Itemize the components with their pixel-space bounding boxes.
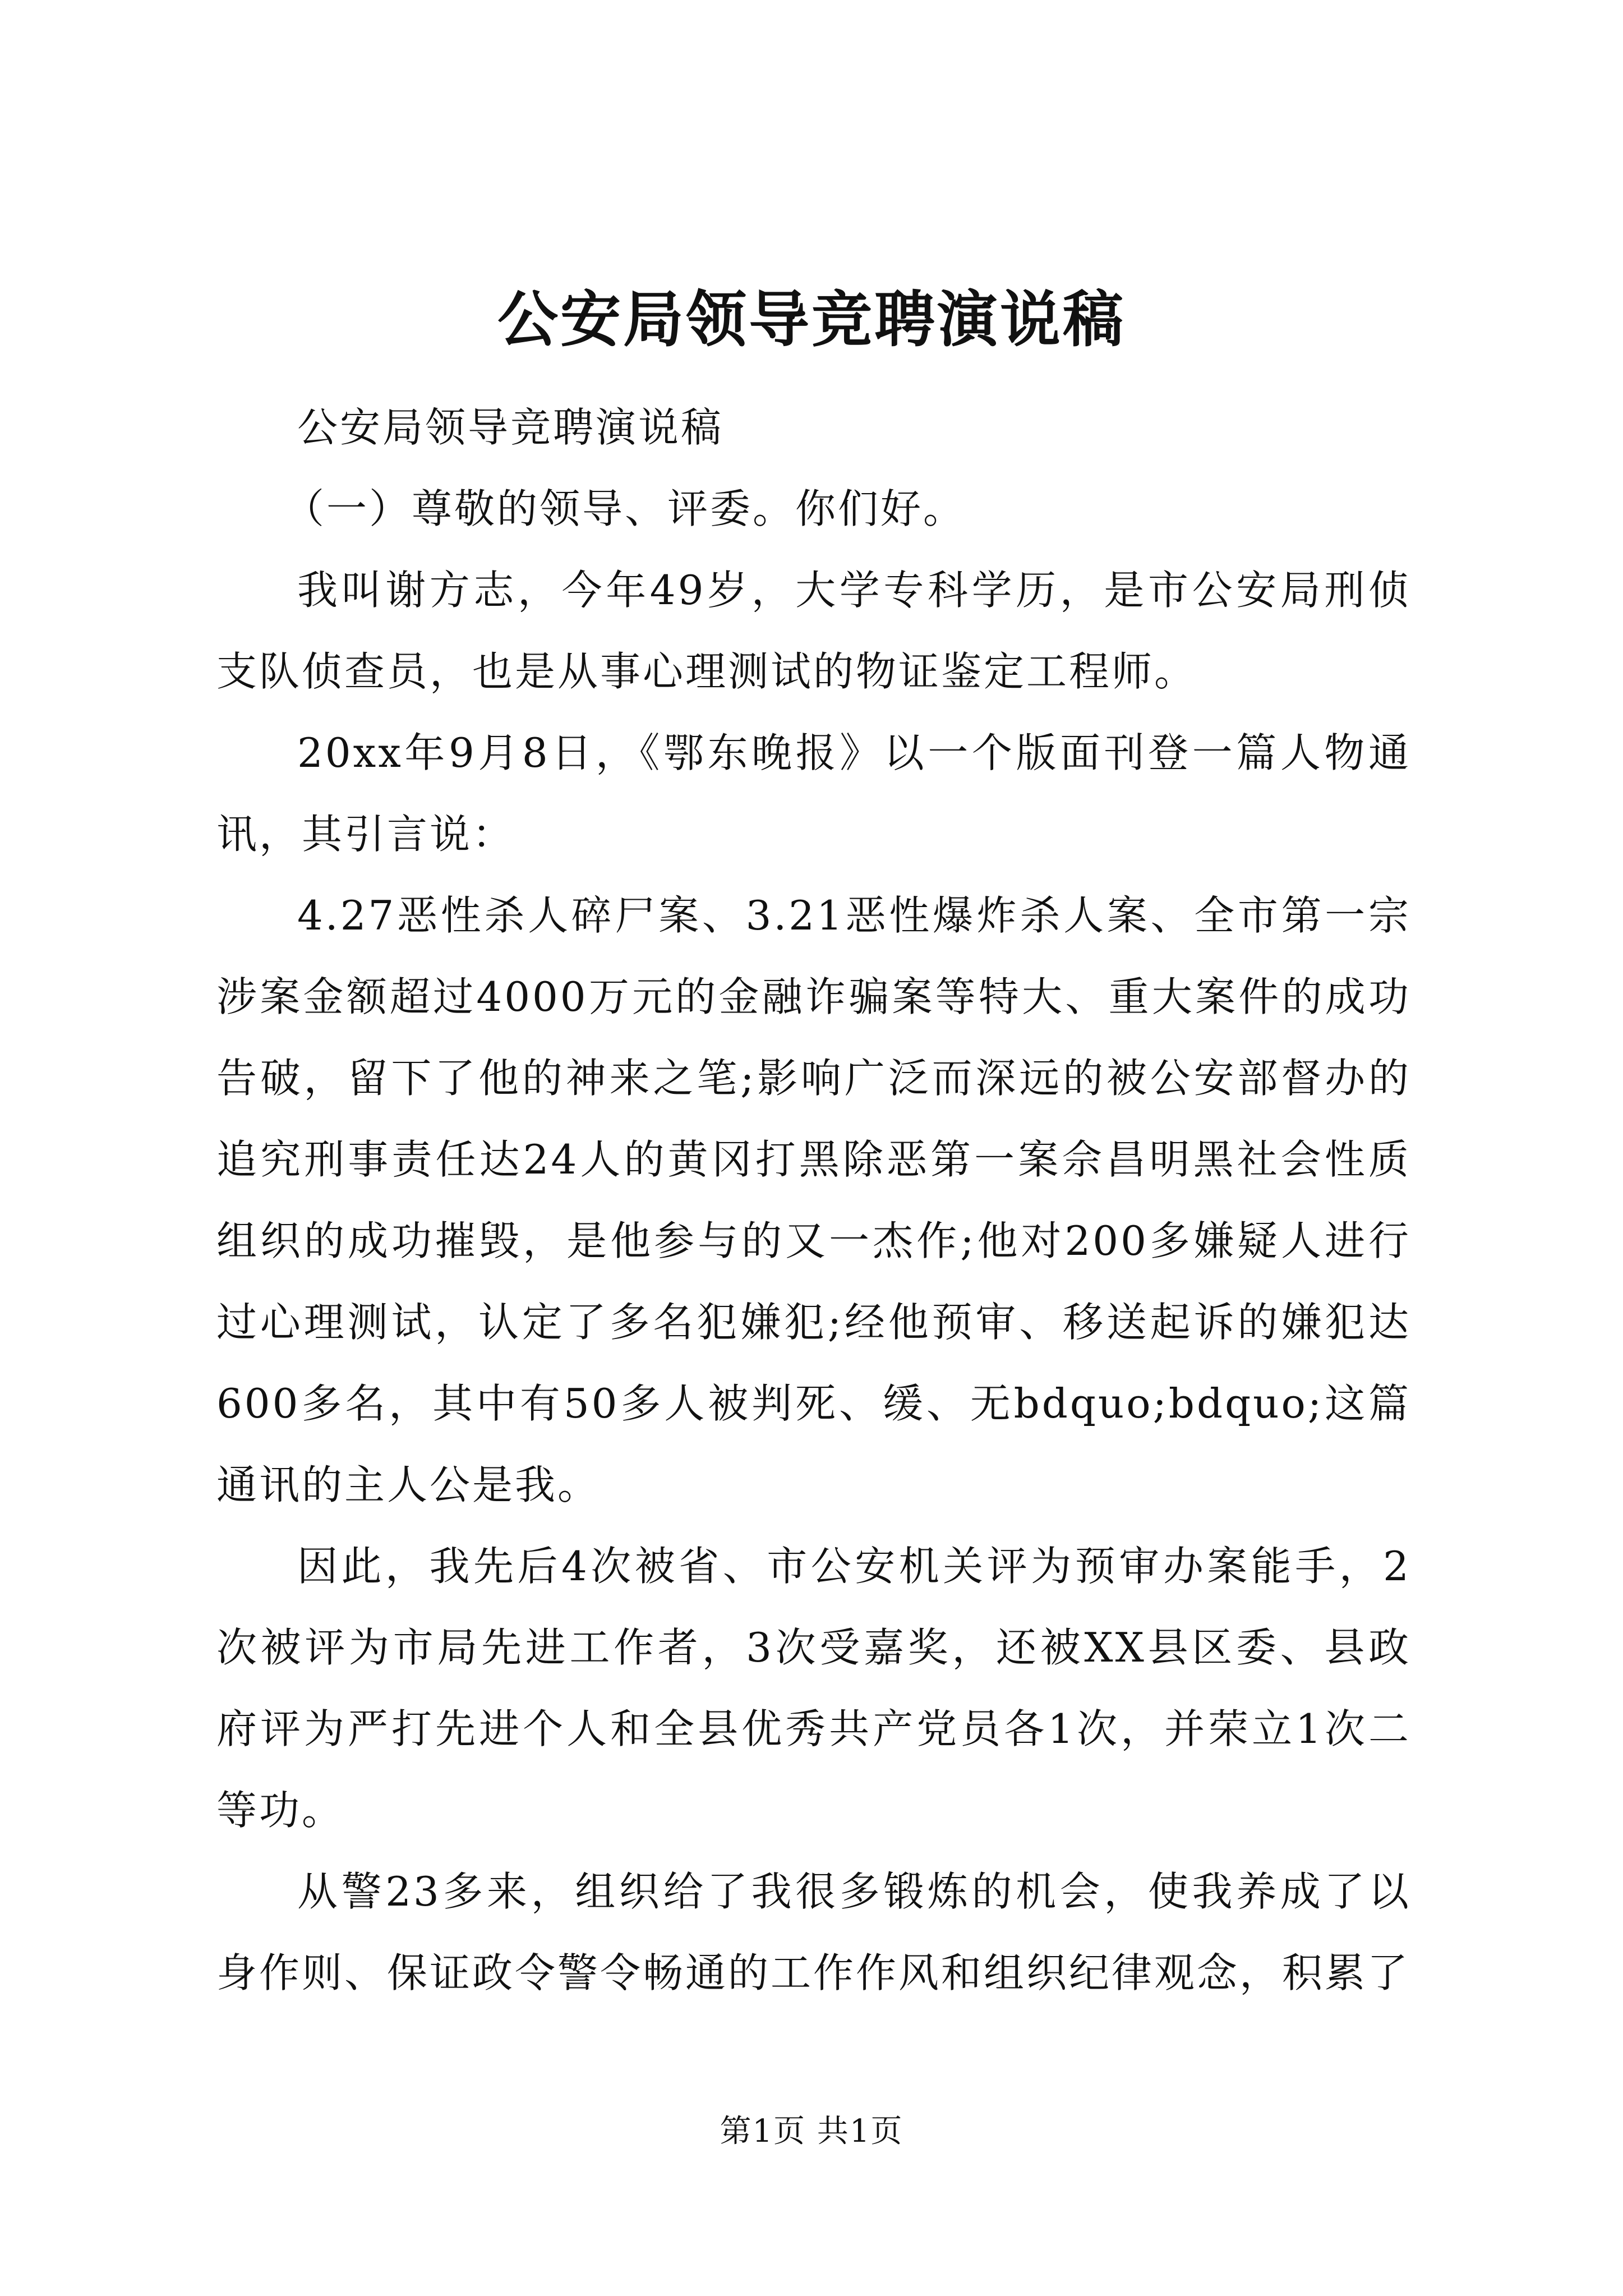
paragraph-subtitle: 公安局领导竞聘演说稿	[297, 404, 724, 451]
document-body	[216, 387, 1411, 2014]
paragraph-self-intro: 我叫谢方志，今年49岁，大学专科学历，是市公安局刑侦支队侦查员，也是从事心理测试的物证鉴定工程师。	[216, 567, 1411, 695]
paragraph-greeting: （一）尊敬的领导、评委。你们好。	[284, 485, 966, 532]
page-footer: 第1页 共1页	[720, 2113, 903, 2150]
document-title: 公安局领导竞聘演说稿	[497, 284, 1126, 355]
paragraph-newspaper: 20xx年9月8日，《鄂东晚报》以一个版面刊登一篇人物通讯，其引言说：	[216, 729, 1411, 858]
paragraph-honors: 因此，我先后4次被省、市公安机关评为预审办案能手，2次被评为市局先进工作者，3次受嘉奖，还被XX县区委、县政府评为严打先进个人和全县优秀共产党员各1次，并荣立1次二等功。	[216, 1543, 1411, 1834]
paragraph-experience: 从警23多来，组织给了我很多锻炼的机会，使我养成了以身作则、保证政令警令畅通的工作作风和组织纪律观念，积累了	[216, 1868, 1411, 1996]
paragraph-cases: 4.27恶性杀人碎尸案、3.21恶性爆炸杀人案、全市第一宗涉案金额超过4000万元的金融诈骗案等特大、重大案件的成功告破，留下了他的神来之笔;影响广泛而深远的被公安部督办的追究刑事责任达24人的黄冈打黑除恶第一案佘昌明黑社会性质组织的成功摧毁，是他参与的又一杰作;他对200多嫌疑人进行过心理测试，认定了多名犯嫌犯;经他预审、移送起诉的嫌犯达600多名，其中有50多人被判死、缓、无bdquo;bdquo;这篇通讯的主人公是我。	[216, 892, 1411, 1508]
